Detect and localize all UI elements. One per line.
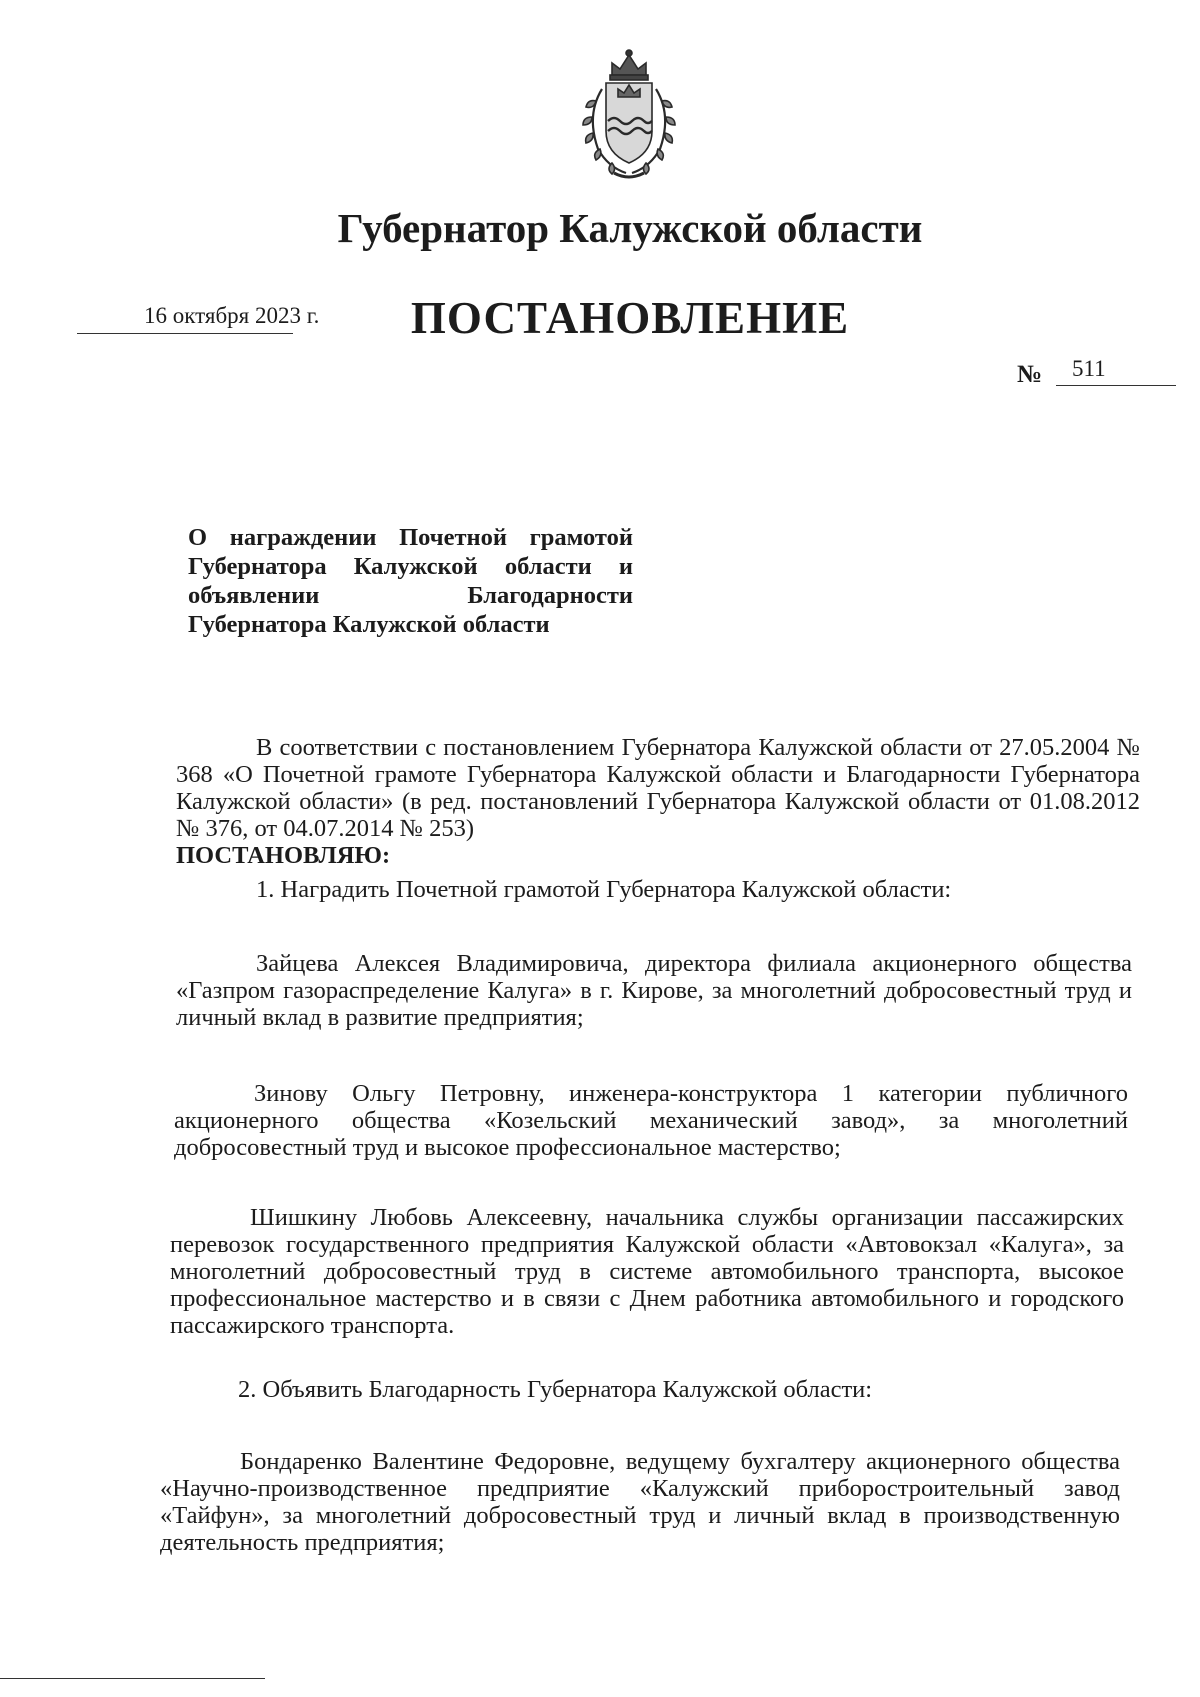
kaluga-coat-of-arms-icon <box>568 45 690 183</box>
item-1-heading: 1. Наградить Почетной грамотой Губернатора Калужской области: <box>256 876 952 903</box>
awardee-paragraph: Зинову Ольгу Петровну, инженера-конструктора 1 категории публичного акционерного общества «Козельский механический завод», за многолетний добросовестный труд и высокое профессиональное мастерство; <box>174 1080 1128 1161</box>
date-underline <box>77 333 293 334</box>
issuer-title: Губернатор Калужской области <box>337 205 923 251</box>
number-underline <box>1056 385 1176 386</box>
document-number: 511 <box>1072 356 1106 381</box>
item-2-heading: 2. Объявить Благодарность Губернатора Калужской области: <box>238 1376 873 1403</box>
number-label: № <box>1017 361 1043 388</box>
document-subject: О награждении Почетной грамотой Губернатора Калужской области и объявлении Благодарности Губернатора Калужской области <box>188 524 633 638</box>
resolve-heading: ПОСТАНОВЛЯЮ: <box>176 842 391 869</box>
document-date: 16 октября 2023 г. <box>144 303 320 328</box>
awardee-paragraph: Бондаренко Валентине Федоровне, ведущему бухгалтеру акционерного общества «Научно-производственное предприятие «Калужский приборостроительный завод «Тайфун», за многолетний добросовестный труд и личный вклад в производственную деятельность предприятия; <box>160 1448 1120 1556</box>
awardee-paragraph: Шишкину Любовь Алексеевну, начальника службы организации пассажирских перевозок государственного предприятия Калужской области «Автовокзал «Калуга», за многолетний добросовестный труд в системе автомобильного транспорта, высокое профессиональное мастерство и в связи с Днем работника автомобильного и городского пассажирского транспорта. <box>170 1204 1124 1339</box>
document-type: ПОСТАНОВЛЕНИЕ <box>410 293 850 343</box>
preamble-paragraph: В соответствии с постановлением Губернатора Калужской области от 27.05.2004 № 368 «О Почетной грамоте Губернатора Калужской области и Благодарности Губернатора Калужской области» (в ред. постановлений Губернатора Калужской области от 01.08.2012 № 376, от 04.07.2014 № 253) <box>176 734 1140 842</box>
awardee-paragraph: Зайцева Алексея Владимировича, директора филиала акционерного общества «Газпром газораспределение Калуга» в г. Кирове, за многолетний добросовестный труд и личный вклад в развитие предприятия; <box>176 950 1132 1031</box>
footer-rule <box>0 1678 265 1679</box>
